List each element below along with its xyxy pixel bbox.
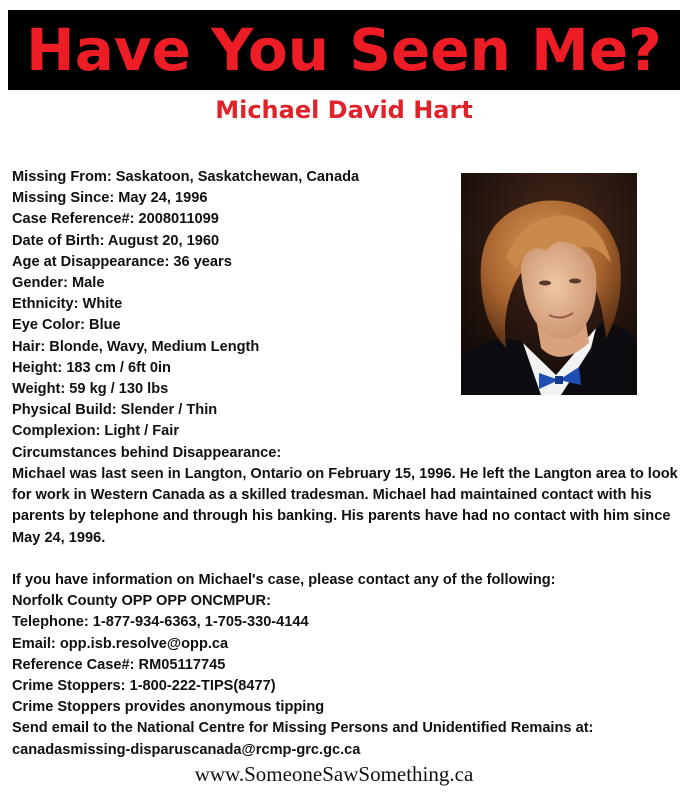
eye-color: Eye Color: Blue [12,317,121,334]
height: Height: 183 cm / 6ft 0in [12,359,171,376]
crime-stoppers-note: Crime Stoppers provides anonymous tipping [12,699,325,716]
contact-telephone: Telephone: 1-877-934-6363, 1-705-330-4144 [12,614,309,631]
circumstances-heading: Circumstances behind Disappearance: [12,444,282,461]
hair: Hair: Blonde, Wavy, Medium Length [12,338,260,355]
header-banner [8,10,680,90]
crime-stoppers-phone: Crime Stoppers: 1-800-222-TIPS(8477) [12,678,276,695]
footer-website: www.SomeoneSawSomething.ca [194,762,474,786]
weight: Weight: 59 kg / 130 lbs [12,381,169,398]
national-centre-note: Send email to the National Centre for Missing Persons and Unidentified Remains at: [12,720,594,737]
complexion: Complexion: Light / Fair [12,423,180,440]
case-reference: Case Reference#: 2008011099 [12,211,219,228]
national-centre-email: canadasmissing-disparuscanada@rcmp-grc.gc.ca [12,741,361,758]
portrait-illustration [461,173,637,395]
contact-intro: If you have information on Michael's case, please contact any of the following: [12,572,556,588]
person-photo [461,173,637,395]
circumstances-text: Michael was last seen in Langton, Ontario on February 15, 1996. He left the Langton area to look for work in Western Canada as a skilled tradesman. Michael had maintained contact with his parents by telephone and through his banking. His parents have had no contact with him since May 24, 1996. [12,466,678,546]
missing-since: Missing Since: May 24, 1996 [12,190,208,207]
physical-build: Physical Build: Slender / Thin [12,402,218,419]
banner-title: Have You Seen Me? [26,16,662,84]
date-of-birth: Date of Birth: August 20, 1960 [12,232,220,249]
missing-person-name: Michael David Hart [215,96,473,124]
contact-info [12,570,680,761]
contact-reference-case: Reference Case#: RM05117745 [12,656,226,673]
age-at-disappearance: Age at Disappearance: 36 years [12,253,232,270]
ethnicity: Ethnicity: White [12,296,123,313]
gender: Gender: Male [12,275,105,292]
contact-agency: Norfolk County OPP OPP ONCMPUR: [12,593,271,610]
contact-email: Email: opp.isb.resolve@opp.ca [12,635,229,652]
details-list [12,167,452,464]
missing-from: Missing From: Saskatoon, Saskatchewan, Canada [12,169,360,185]
